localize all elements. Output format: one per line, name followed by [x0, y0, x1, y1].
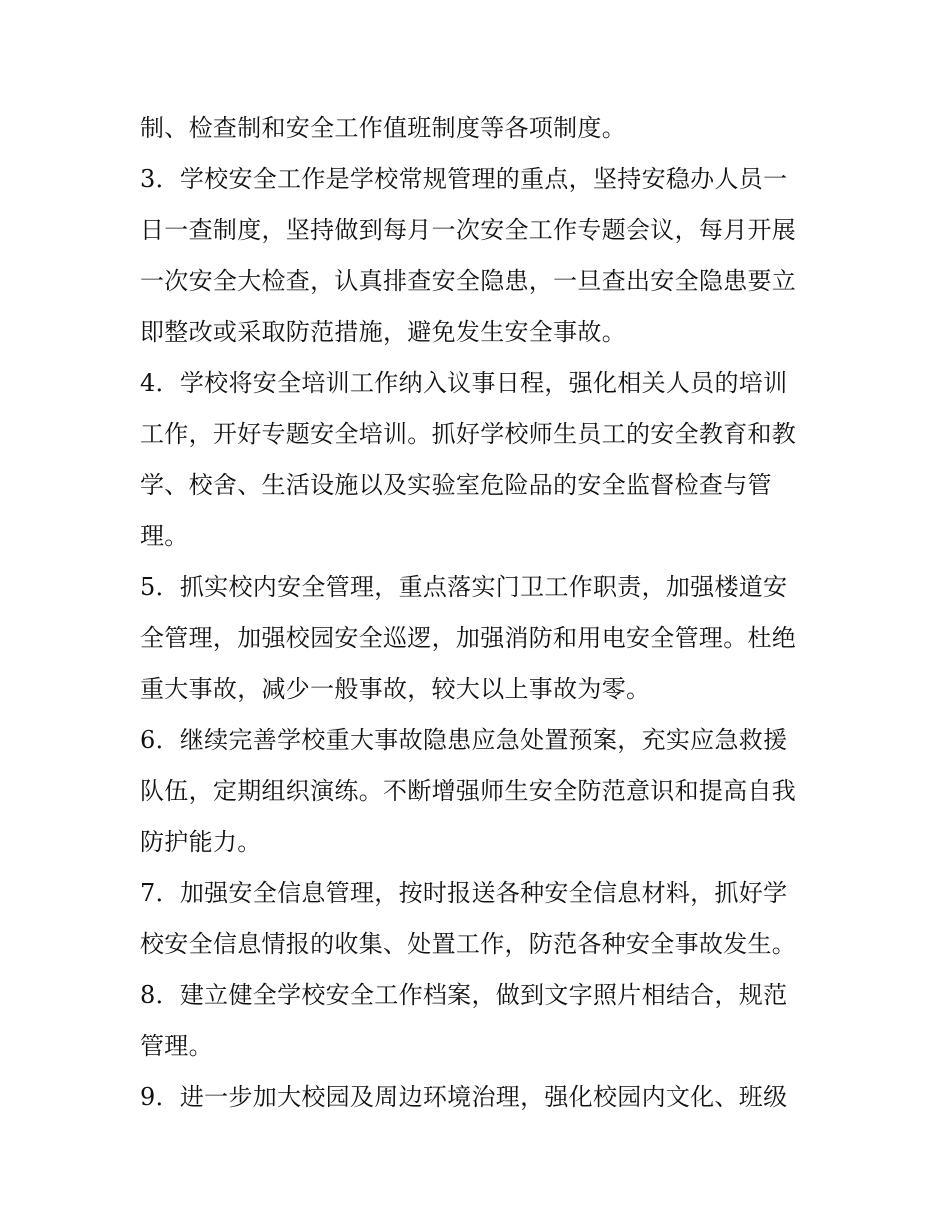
text-line: 7．加强安全信息管理，按时报送各种安全信息材料，抓好学	[140, 879, 788, 907]
text-line: 管理。	[140, 1032, 213, 1060]
text-line: 9．进一步加大校园及周边环境治理，强化校园内文化、班级	[140, 1083, 788, 1111]
text-line: 8．建立健全学校安全工作档案，做到文字照片相结合，规范	[140, 981, 788, 1009]
text-line: 防护能力。	[140, 828, 262, 856]
text-line: 一次安全大检查，认真排查安全隐患，一旦查出安全隐患要立	[140, 267, 797, 295]
text-line: 全管理，加强校园安全巡逻，加强消防和用电安全管理。杜绝	[140, 624, 797, 652]
text-line: 5．抓实校内安全管理，重点落实门卫工作职责，加强楼道安	[140, 573, 788, 601]
text-line: 工作，开好专题安全培训。抓好学校师生员工的安全教育和教	[140, 420, 797, 448]
text-line: 日一查制度，坚持做到每月一次安全工作专题会议，每月开展	[140, 216, 797, 244]
text-line: 理。	[140, 522, 189, 550]
text-line: 即整改或采取防范措施，避免发生安全事故。	[140, 318, 626, 346]
text-line: 校安全信息情报的收集、处置工作，防范各种安全事故发生。	[140, 930, 797, 958]
text-line: 重大事故，减少一般事故，较大以上事故为零。	[140, 675, 651, 703]
text-line: 制、检查制和安全工作值班制度等各项制度。	[140, 114, 626, 142]
text-line: 4．学校将安全培训工作纳入议事日程，强化相关人员的培训	[140, 369, 788, 397]
text-line: 学、校舍、生活设施以及实验室危险品的安全监督检查与管	[140, 471, 772, 499]
text-line: 3．学校安全工作是学校常规管理的重点，坚持安稳办人员一	[140, 165, 788, 193]
text-line: 队伍，定期组织演练。不断增强师生安全防范意识和提高自我	[140, 777, 797, 805]
text-line: 6．继续完善学校重大事故隐患应急处置预案，充实应急救援	[140, 726, 788, 754]
